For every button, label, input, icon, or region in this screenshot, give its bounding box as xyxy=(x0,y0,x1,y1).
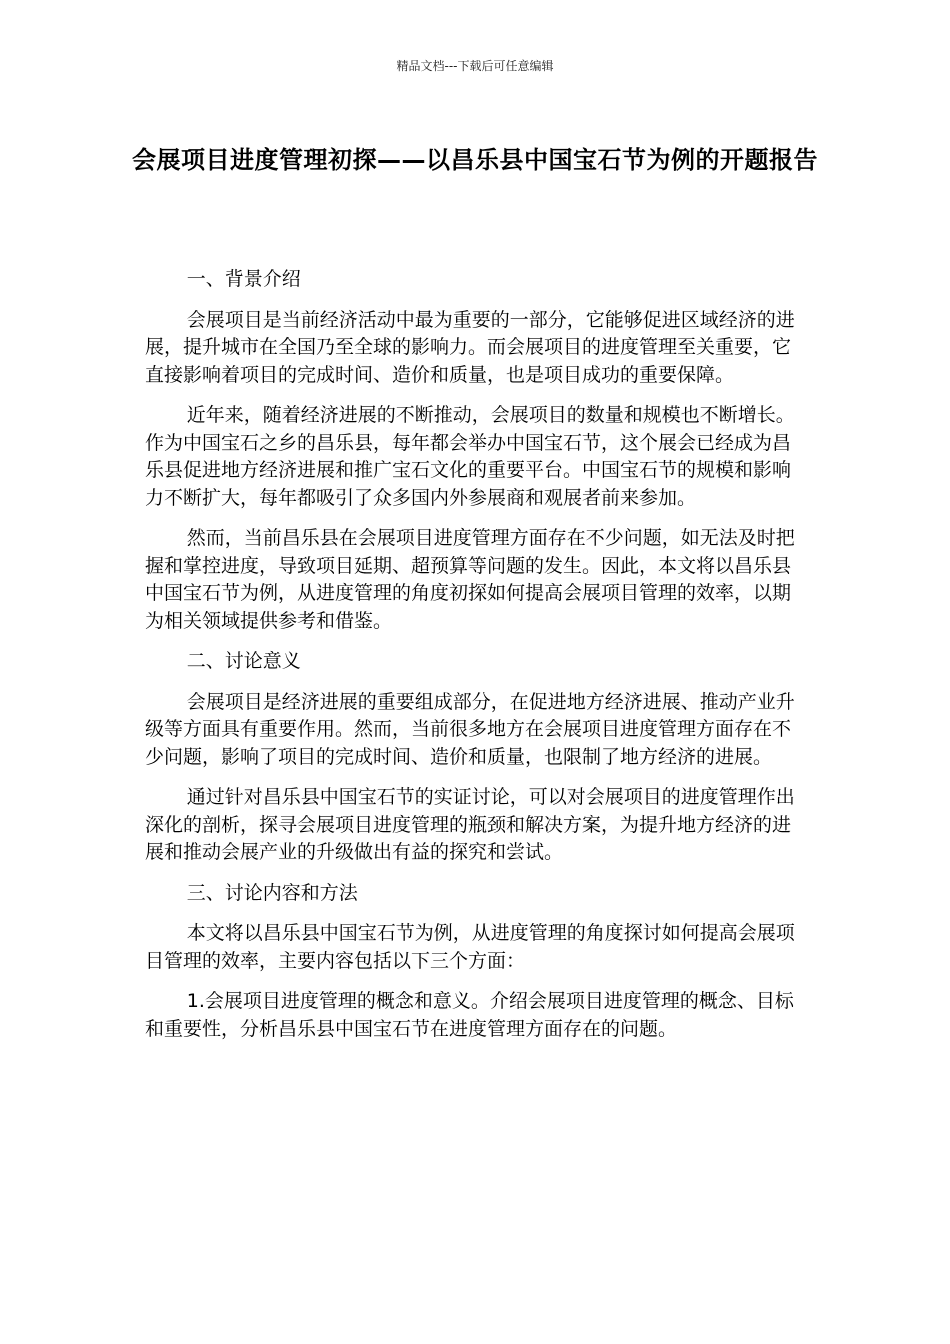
document-body xyxy=(145,266,805,1056)
paragraph: 会展项目是经济进展的重要组成部分，在促进地方经济进展、推动产业升级等方面具有重要作用。然而，当前很多地方在会展项目进度管理方面存在不少问题，影响了项目的完成时间、造价和质量，也限制了地方经济的进展。 xyxy=(145,690,795,768)
section-heading-significance: 二、讨论意义 xyxy=(186,650,301,672)
list-item: 1.会展项目进度管理的概念和意义。介绍会展项目进度管理的概念、目标和重要性，分析昌乐县中国宝石节在进度管理方面存在的问题。 xyxy=(145,990,794,1040)
document-title: 会展项目进度管理初探——以昌乐县中国宝石节为例的开题报告 xyxy=(132,146,818,174)
paragraph: 然而，当前昌乐县在会展项目进度管理方面存在不少问题，如无法及时把握和掌控进度，导致项目延期、超预算等问题的发生。因此，本文将以昌乐县中国宝石节为例，从进度管理的角度初探如何提高会展项目管理的效率，以期为相关领域提供参考和借鉴。 xyxy=(145,527,795,632)
section-heading-content-methods: 三、讨论内容和方法 xyxy=(186,881,358,904)
paragraph: 通过针对昌乐县中国宝石节的实证讨论，可以对会展项目的进度管理作出深化的剖析，探寻会展项目进度管理的瓶颈和解决方案，为提升地方经济的进展和推动会展产业的升级做出有益的探究和尝试。 xyxy=(145,786,795,863)
header-note: 精品文档---下载后可任意编辑 xyxy=(396,59,554,73)
paragraph: 会展项目是当前经济活动中最为重要的一部分，它能够促进区域经济的进展，提升城市在全国乃至全球的影响力。而会展项目的进度管理至关重要，它直接影响着项目的完成时间、造价和质量，也是项目成功的重要保障。 xyxy=(145,308,795,386)
paragraph: 本文将以昌乐县中国宝石节为例，从进度管理的角度探讨如何提高会展项目管理的效率，主要内容包括以下三个方面： xyxy=(145,922,795,972)
section-heading-background: 一、背景介绍 xyxy=(186,268,301,290)
paragraph: 近年来，随着经济进展的不断推动，会展项目的数量和规模也不断增长。作为中国宝石之乡的昌乐县，每年都会举办中国宝石节，这个展会已经成为昌乐县促进地方经济进展和推广宝石文化的重要平台。中国宝石节的规模和影响力不断扩大，每年都吸引了众多国内外参展商和观展者前来参加。 xyxy=(145,404,795,509)
